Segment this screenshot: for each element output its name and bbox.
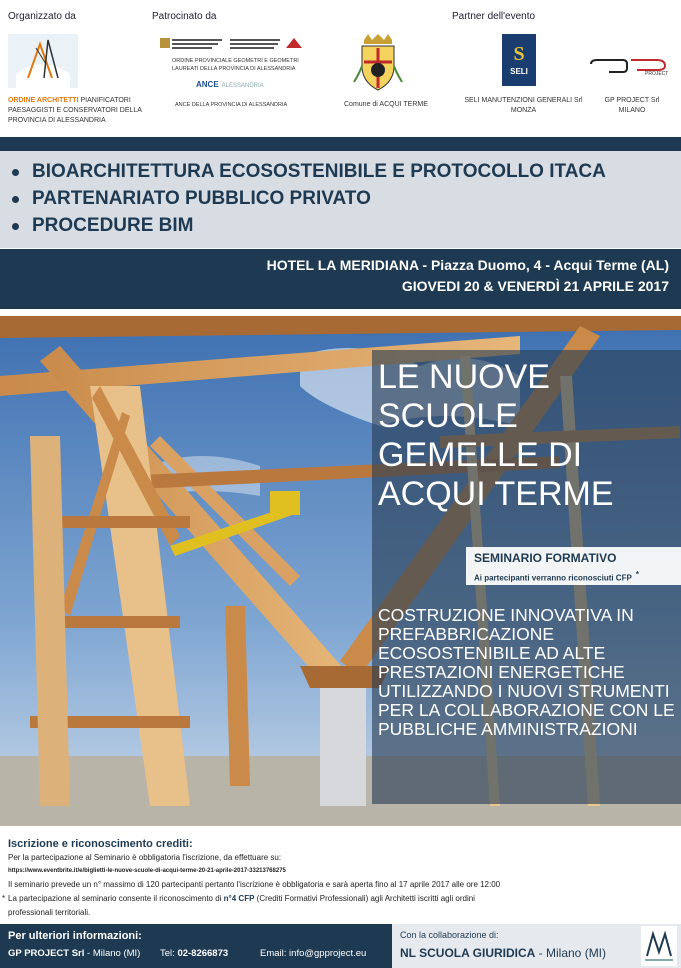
registration-title: Iscrizione e riconoscimento crediti: bbox=[8, 838, 193, 850]
bullet-icon bbox=[12, 223, 19, 230]
topic-item: PROCEDURE BIM bbox=[12, 215, 194, 237]
event-dates: GIOVEDI 20 & VENERDÌ 21 APRILE 2017 bbox=[401, 278, 669, 294]
partner-label: Partner dell'evento bbox=[452, 11, 536, 22]
asterisk-icon: * bbox=[2, 894, 6, 903]
seminar-title: SEMINARIO FORMATIVO bbox=[474, 551, 617, 565]
cfp-line: La partecipazione al seminario consente il riconoscimento di n°4 CFP (Crediti Formativi Professionali) agli Architetti iscritti agli ordini bbox=[8, 894, 475, 903]
seminar-credits-note: Ai partecipanti verranno riconosciuti CFP * bbox=[474, 570, 639, 583]
hero-description: COSTRUZIONE INNOVATIVA IN PREFABBRICAZIONE ECOSOSTENIBILE AD ALTE PRESTAZIONI ENERGETICHE UTILIZZANDO I NUOVI STRUMENTI PER LA COLLABORAZIONE CON LE PUBBLICHE AMMINISTRAZIONI bbox=[378, 605, 675, 739]
organized-by-label: Organizzato da bbox=[8, 11, 76, 22]
capacity-line: Il seminario prevede un n° massimo di 120 partecipanti pertanto l'iscrizione è obbligatoria e sarà aperta fino al 17 aprile 2017 alle ore 12:00 bbox=[8, 880, 501, 889]
acqui-terme-crest-icon bbox=[350, 32, 406, 94]
organizer-name: ORDINE ARCHITETTI PIANIFICATORI PAESAGGISTI E CONSERVATORI DELLA PROVINCIA DI ALESSANDRIA bbox=[8, 97, 142, 124]
hero-title: LE NUOVE SCUOLE GEMELLE DI ACQUI TERME bbox=[378, 358, 614, 513]
venue-location: HOTEL LA MERIDIANA - Piazza Duomo, 4 - Acqui Terme (AL) bbox=[266, 257, 669, 273]
svg-text:PROJECT: PROJECT bbox=[645, 71, 669, 76]
comune-name: Comune di ACQUI TERME bbox=[344, 101, 428, 108]
collaboration-name: NL SCUOLA GIURIDICA - Milano (MI) bbox=[400, 946, 607, 960]
seli-name: SELI MANUTENZIONI GENERALI Srl MONZA bbox=[464, 97, 583, 114]
ance-text: ANCE DELLA PROVINCIA DI ALESSANDRIA bbox=[175, 102, 288, 108]
gp-project-logo bbox=[587, 58, 669, 76]
contact-email[interactable]: Email: info@gpproject.eu bbox=[260, 948, 367, 959]
sponsored-by-label: Patrocinato da bbox=[152, 11, 217, 22]
ance-logo: ANCE ALESSANDRIA bbox=[196, 80, 264, 89]
contact-phone[interactable]: Tel: 02-8266873 bbox=[160, 948, 229, 959]
nl-school-logo bbox=[641, 926, 677, 966]
topic-item: BIOARCHITETTURA ECOSOSTENIBILE E PROTOCOLLO ITACA bbox=[12, 161, 606, 183]
cfp-line-cont: professionali territoriali. bbox=[8, 908, 91, 917]
seli-logo bbox=[502, 34, 536, 86]
venue-bar bbox=[0, 249, 681, 309]
sponsor-header bbox=[0, 0, 681, 135]
surveyors-order-text: ORDINE PROVINCIALE GEOMETRI E GEOMETRI LAUREATI DELLA PROVINCIA DI ALESSANDRIA bbox=[172, 58, 299, 72]
topic-item: PARTENARIATO PUBBLICO PRIVATO bbox=[12, 188, 371, 210]
architects-order-logo bbox=[8, 34, 78, 88]
surveyors-association-logo bbox=[160, 36, 305, 52]
top-divider-bar bbox=[0, 137, 681, 151]
registration-link[interactable]: https://www.eventbrite.it/e/biglietti-le-nuove-scuole-di-acqui-terme-20-21-aprile-2017-33213768275 bbox=[8, 868, 286, 874]
gp-project-name: GP PROJECT Srl MILANO bbox=[604, 97, 660, 114]
bullet-icon bbox=[12, 169, 19, 176]
contact-company: GP PROJECT Srl - Milano (MI) bbox=[8, 948, 141, 959]
collaboration-label: Con la collaborazione di: bbox=[400, 930, 499, 940]
bullet-icon bbox=[12, 196, 19, 203]
topics-band bbox=[0, 151, 681, 248]
svg-text:SELI: SELI bbox=[510, 67, 528, 76]
svg-text:S: S bbox=[513, 43, 525, 65]
registration-line: Per la partecipazione al Seminario è obbligatoria l'iscrizione, da effettuare su: bbox=[8, 853, 282, 862]
contact-title: Per ulteriori informazioni: bbox=[8, 930, 142, 942]
